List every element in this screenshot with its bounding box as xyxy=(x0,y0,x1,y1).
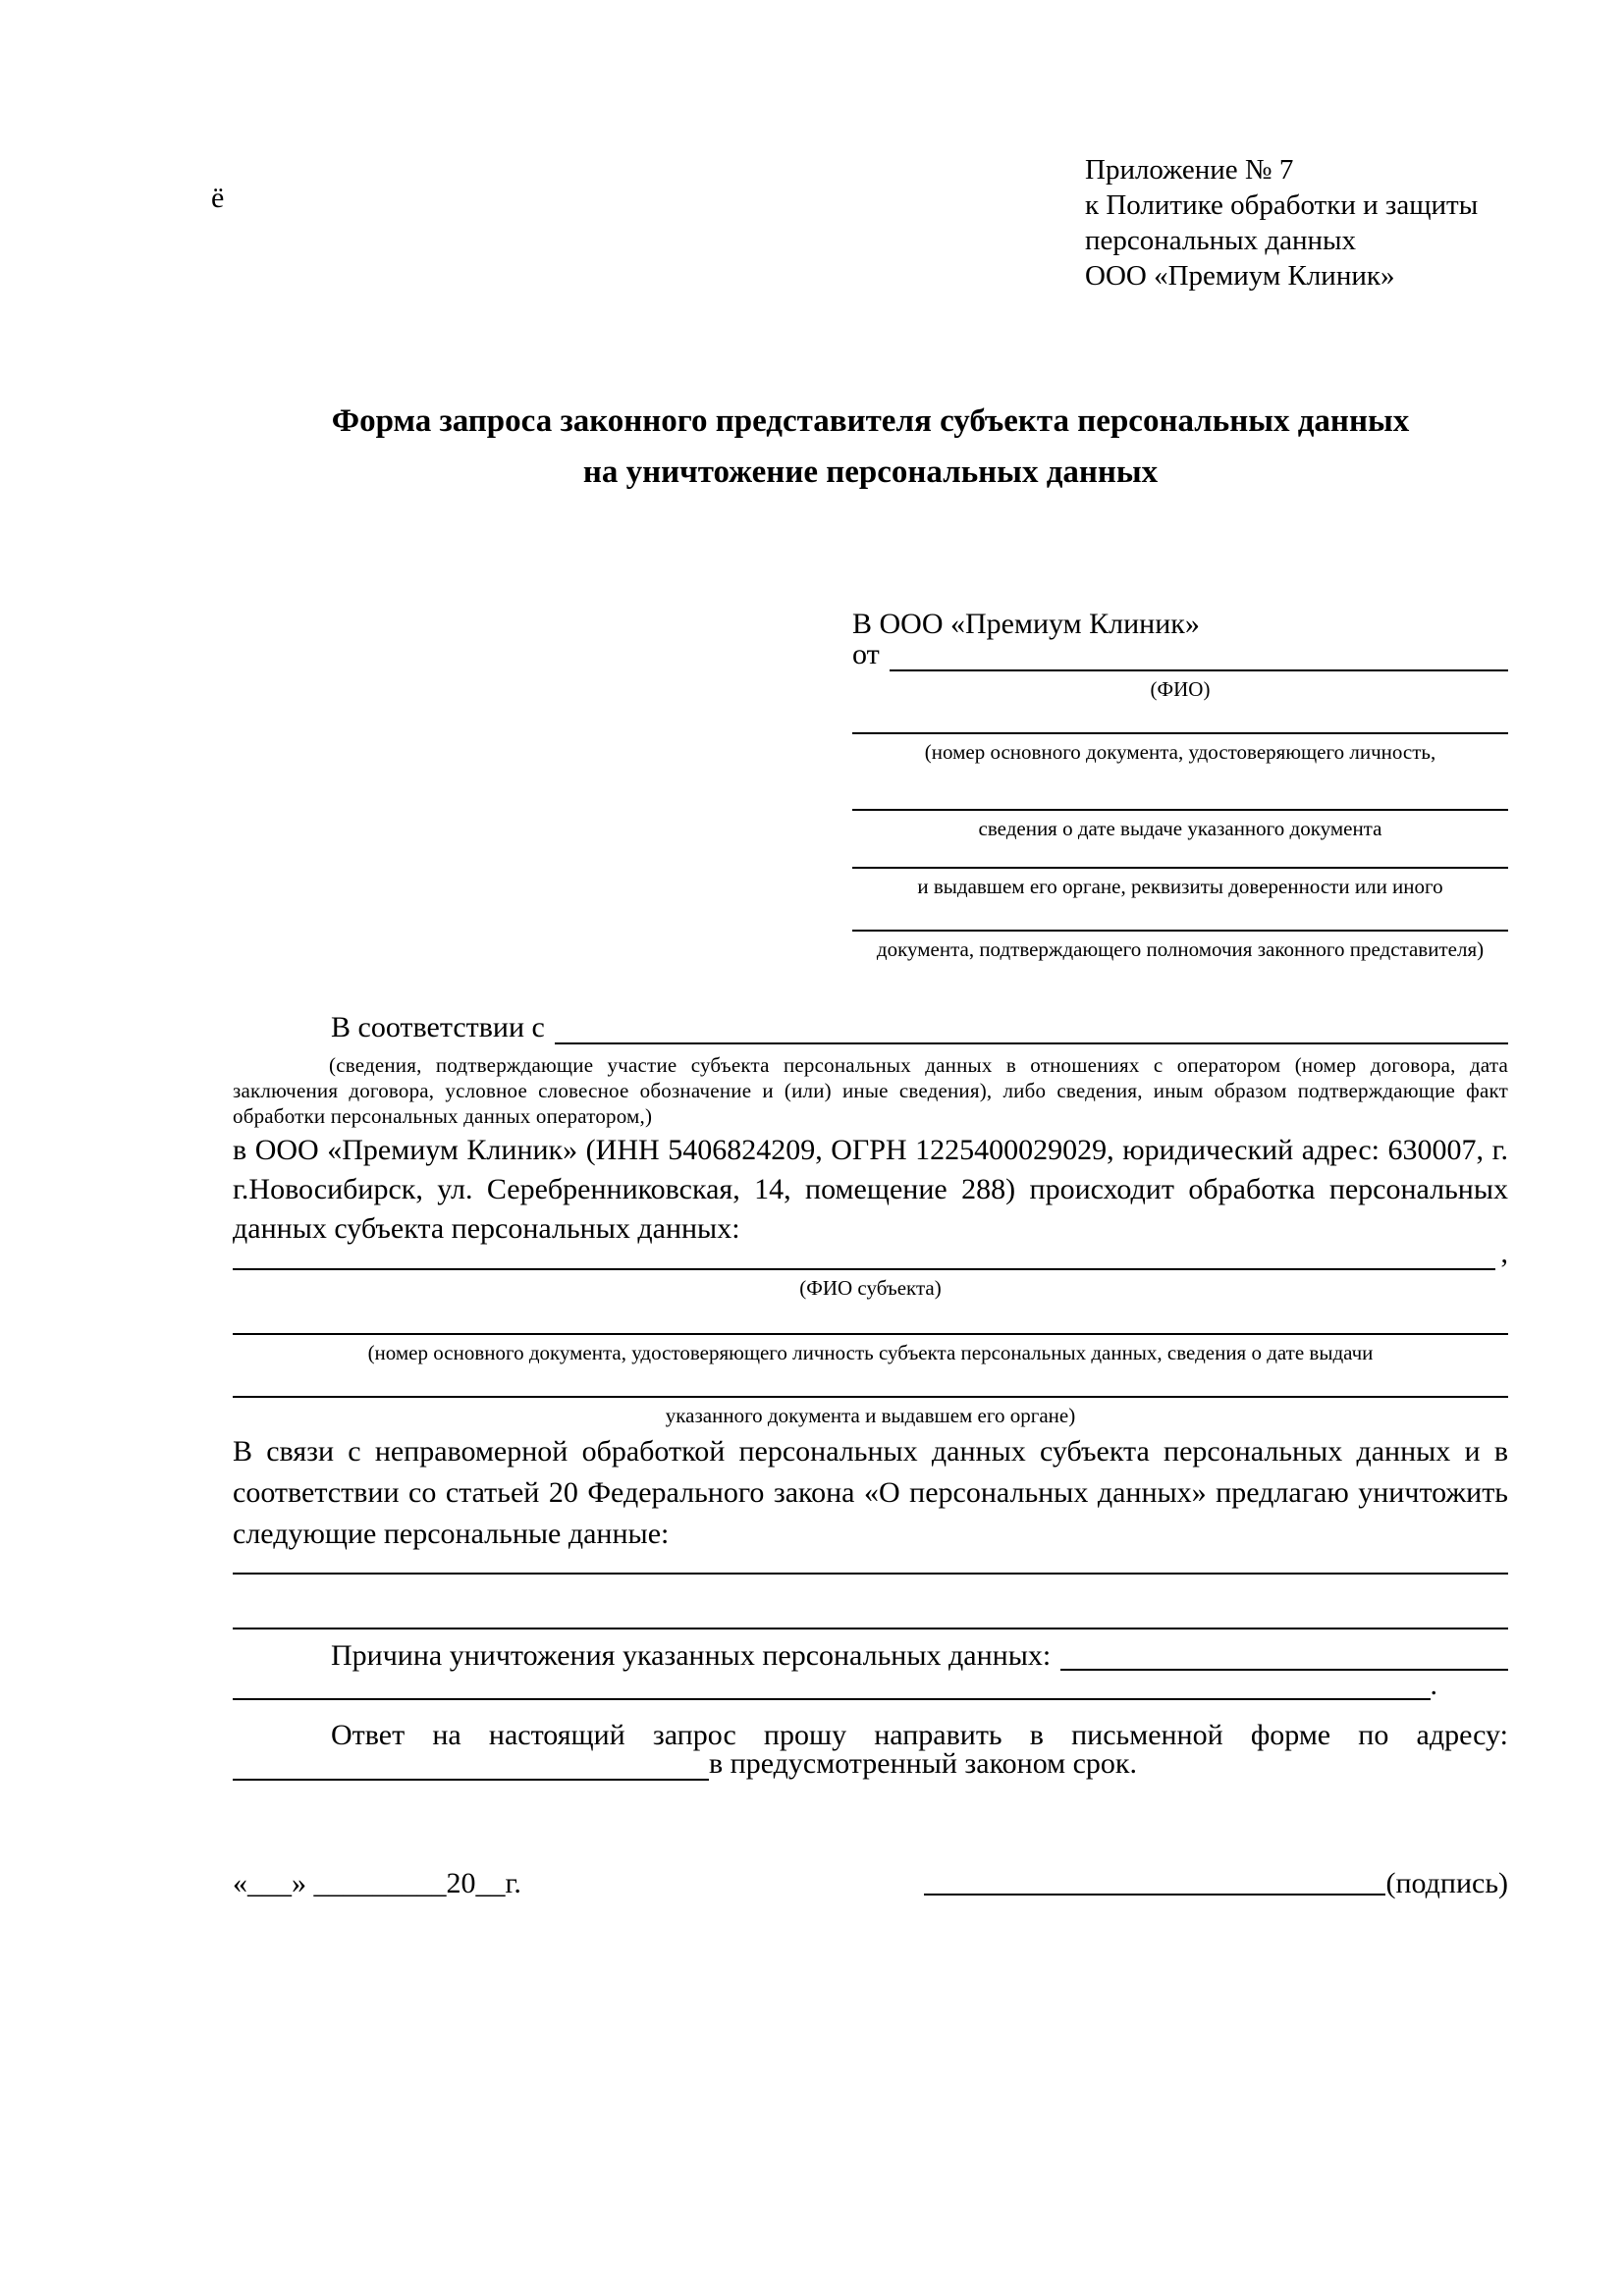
reply-address-blank[interactable] xyxy=(233,1779,709,1781)
accordance-blank[interactable] xyxy=(555,1042,1508,1044)
representative-doc-caption-4: документа, подтверждающего полномочия законного представителя) xyxy=(876,937,1485,961)
accordance-row xyxy=(233,1011,1508,1044)
trailing-comma: , xyxy=(1500,1237,1508,1269)
recipient-organization: В ООО «Премиум Клиник» xyxy=(852,608,1200,640)
signature-group xyxy=(924,1867,1508,1900)
representative-doc-caption-3: и выдавшем его органе, реквизиты доверенности или иного xyxy=(917,875,1443,898)
representative-fio-blank[interactable] xyxy=(890,669,1508,671)
subject-doc-blank-2[interactable] xyxy=(233,1396,1508,1398)
from-row xyxy=(852,638,1508,671)
representative-doc-blank-4[interactable] xyxy=(852,930,1508,932)
operator-paragraph: в ООО «Премиум Клиник» (ИНН 5406824209, ОГРН 1225400029029, юридический адрес: 630007, г. г.Новосибирск, ул. Серебренниковская, 14, помещение 288) происходит обработка персональных данных субъекта персональных данных: xyxy=(233,1134,1508,1245)
subject-doc-blank-1[interactable] xyxy=(233,1333,1508,1335)
representative-doc-blank-1[interactable] xyxy=(852,732,1508,734)
fio-caption: (ФИО) xyxy=(1150,677,1211,701)
reason-blank[interactable] xyxy=(1060,1669,1508,1671)
representative-doc-blank-2[interactable] xyxy=(852,809,1508,811)
reason-continuation-row xyxy=(233,1671,1508,1700)
document-title xyxy=(233,396,1508,498)
subject-fio-blank[interactable] xyxy=(233,1268,1495,1270)
reply-address-row xyxy=(233,1747,1508,1781)
representative-doc-caption-1: (номер основного документа, удостоверяющего личность, xyxy=(924,740,1436,764)
document-title-line-1: Форма запроса законного представителя субъекта персональных данных xyxy=(331,403,1410,439)
reply-tail-text: в предусмотренный законом срок. xyxy=(709,1747,1137,1780)
data-to-destroy-blank-2[interactable] xyxy=(233,1628,1508,1629)
appendix-line: Приложение № 7 xyxy=(1085,154,1294,186)
appendix-line: персональных данных xyxy=(1085,225,1357,256)
appendix-line: к Политике обработки и защиты xyxy=(1085,189,1479,221)
document-body xyxy=(233,1011,1508,1900)
reason-blank-2[interactable] xyxy=(233,1698,1431,1700)
representative-doc-blank-3[interactable] xyxy=(852,867,1508,869)
date-template: «___» _________20__г. xyxy=(233,1867,521,1899)
subject-doc-caption-2: указанного документа и выдавшем его органе) xyxy=(665,1404,1076,1427)
signature-blank[interactable] xyxy=(924,1894,1385,1896)
signature-caption: (подпись) xyxy=(1385,1867,1508,1899)
document-title-line-2: на уничтожение персональных данных xyxy=(582,454,1159,490)
reply-paragraph: Ответ на настоящий запрос прошу направить в письменной форме по адресу: xyxy=(331,1719,1508,1751)
accordance-caption: (сведения, подтверждающие участие субъекта персональных данных в отношениях с оператором (номер договора, дата заключения договора, условное словесное обозначение и (или) иные сведения), либо сведения, иным образом подтверждающие факт обработки персональных данных оператором,) xyxy=(233,1053,1508,1128)
from-label: от xyxy=(852,638,880,670)
subject-doc-caption-1: (номер основного документа, удостоверяющего личность субъекта персональных данных, сведения о дате выдачи xyxy=(367,1341,1374,1364)
appendix-header xyxy=(1085,152,1517,294)
data-to-destroy-blank-1[interactable] xyxy=(233,1573,1508,1575)
accordance-label: В соответствии с xyxy=(331,1011,545,1043)
reason-label: Причина уничтожения указанных персональных данных: xyxy=(331,1639,1052,1672)
reason-row xyxy=(233,1641,1508,1671)
signature-date-row xyxy=(233,1867,1508,1900)
stray-character: ё xyxy=(211,182,225,214)
representative-doc-caption-2: сведения о дате выдаче указанного документа xyxy=(978,817,1382,840)
subject-fio-caption: (ФИО субъекта) xyxy=(799,1276,942,1300)
unlawful-processing-paragraph: В связи с неправомерной обработкой персональных данных субъекта персональных данных и в соответствии со статьей 20 Федерального закона «О персональных данных» предлагаю уничтожить следующие персональные данные: xyxy=(233,1435,1508,1550)
appendix-line: ООО «Премиум Клиник» xyxy=(1085,260,1395,292)
subject-fio-row xyxy=(233,1237,1508,1270)
recipient-block xyxy=(852,605,1508,961)
trailing-period: . xyxy=(1430,1669,1437,1701)
